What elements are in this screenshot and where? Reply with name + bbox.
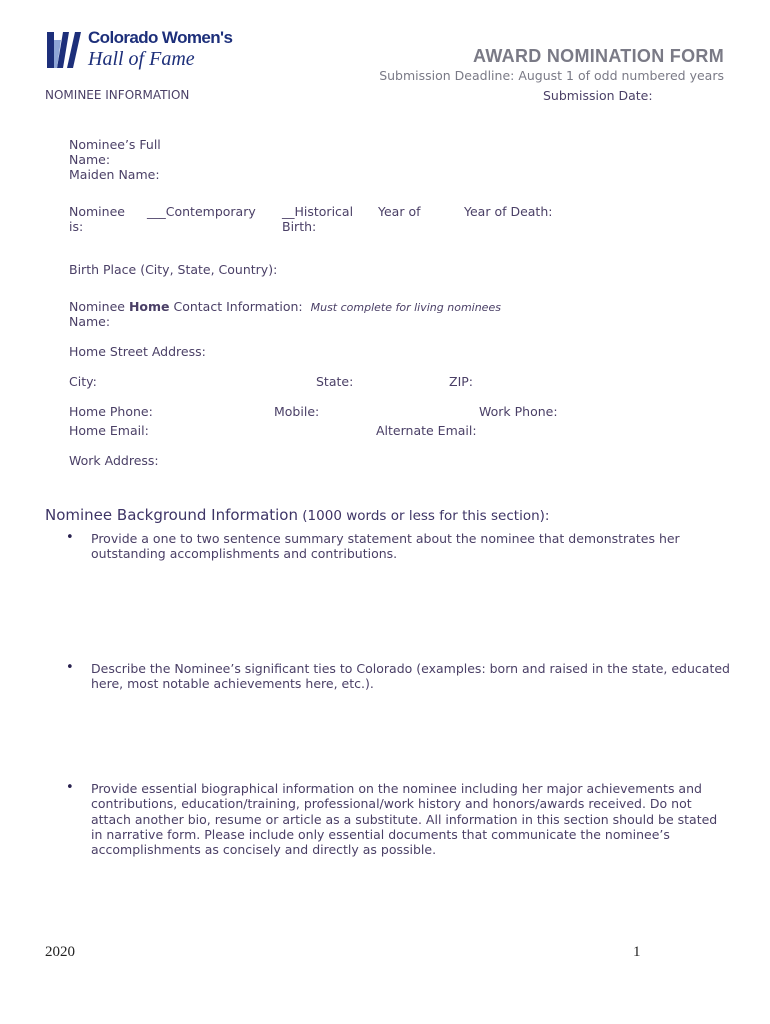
- work-address-label: Work Address:: [69, 453, 159, 468]
- work-phone-label: Work Phone:: [479, 404, 558, 419]
- year-of-birth-label: Year of: [378, 204, 421, 219]
- zip-label: ZIP:: [449, 374, 473, 389]
- background-section-title: [45, 506, 549, 524]
- maiden-name-label: Maiden Name:: [69, 167, 160, 182]
- logo-mark-icon: [45, 30, 83, 70]
- birth-label: Birth:: [282, 219, 317, 234]
- home-email-label: Home Email:: [69, 423, 149, 438]
- background-subtitle: (1000 words or less for this section):: [298, 508, 550, 524]
- section-label-nominee-info: NOMINEE INFORMATION: [45, 88, 190, 102]
- contact-info-label: [69, 299, 501, 315]
- background-item-biography: Provide essential biographical information on the nominee including her major achievements and contributions, education/training, professional/work history and honors/awards received. Do not attach another bio, resume or article as a substitute. All information in this section should be stated in narrative form. Please include only essential documents that communicate the nominee’s accomplishments as concisely and directly as possible.: [91, 781, 718, 858]
- bullet-icon: •: [66, 780, 74, 795]
- background-item-colorado-ties: Describe the Nominee’s significant ties to Colorado (examples: born and raised in the state, educated here, most notable achievements here, etc.).: [91, 661, 730, 692]
- mobile-label: Mobile:: [274, 404, 320, 419]
- birth-place-label: Birth Place (City, State, Country):: [69, 262, 278, 277]
- contact-name-label: Name:: [69, 314, 111, 329]
- alternate-email-label: Alternate Email:: [376, 423, 477, 438]
- full-name-label: Nominee’s Full: [69, 137, 161, 152]
- bullet-icon: •: [66, 530, 74, 545]
- page-number: 1: [633, 944, 641, 960]
- form-title: AWARD NOMINATION FORM: [473, 46, 724, 66]
- full-name-label-cont: Name:: [69, 152, 111, 167]
- nominee-is-label: Nominee: [69, 204, 125, 219]
- logo-text-line2: Hall of Fame: [88, 48, 195, 70]
- home-phone-label: Home Phone:: [69, 404, 153, 419]
- contact-suffix: Contact Information:: [169, 299, 303, 314]
- contact-home: Home: [128, 299, 170, 314]
- historical-option[interactable]: __Historical: [282, 204, 354, 219]
- contact-note: Must complete for living nominees: [310, 301, 501, 314]
- submission-deadline: Submission Deadline: August 1 of odd numbered years: [379, 68, 724, 83]
- state-label: State:: [316, 374, 354, 389]
- city-label: City:: [69, 374, 97, 389]
- footer-year: 2020: [45, 944, 75, 960]
- contemporary-option[interactable]: ___Contemporary: [147, 204, 256, 219]
- contact-prefix: Nominee: [69, 299, 129, 314]
- logo-text-line1: Colorado Women's: [88, 28, 233, 47]
- year-of-death-label: Year of Death:: [464, 204, 553, 219]
- bullet-icon: •: [66, 660, 74, 675]
- background-item-summary: Provide a one to two sentence summary statement about the nominee that demonstrates her outstanding accomplishments and contributions.: [91, 531, 680, 562]
- background-title: Nominee Background Information: [45, 506, 298, 524]
- home-street-label: Home Street Address:: [69, 344, 206, 359]
- submission-date-label: Submission Date:: [543, 88, 653, 103]
- nominee-is-label-cont: is:: [69, 219, 84, 234]
